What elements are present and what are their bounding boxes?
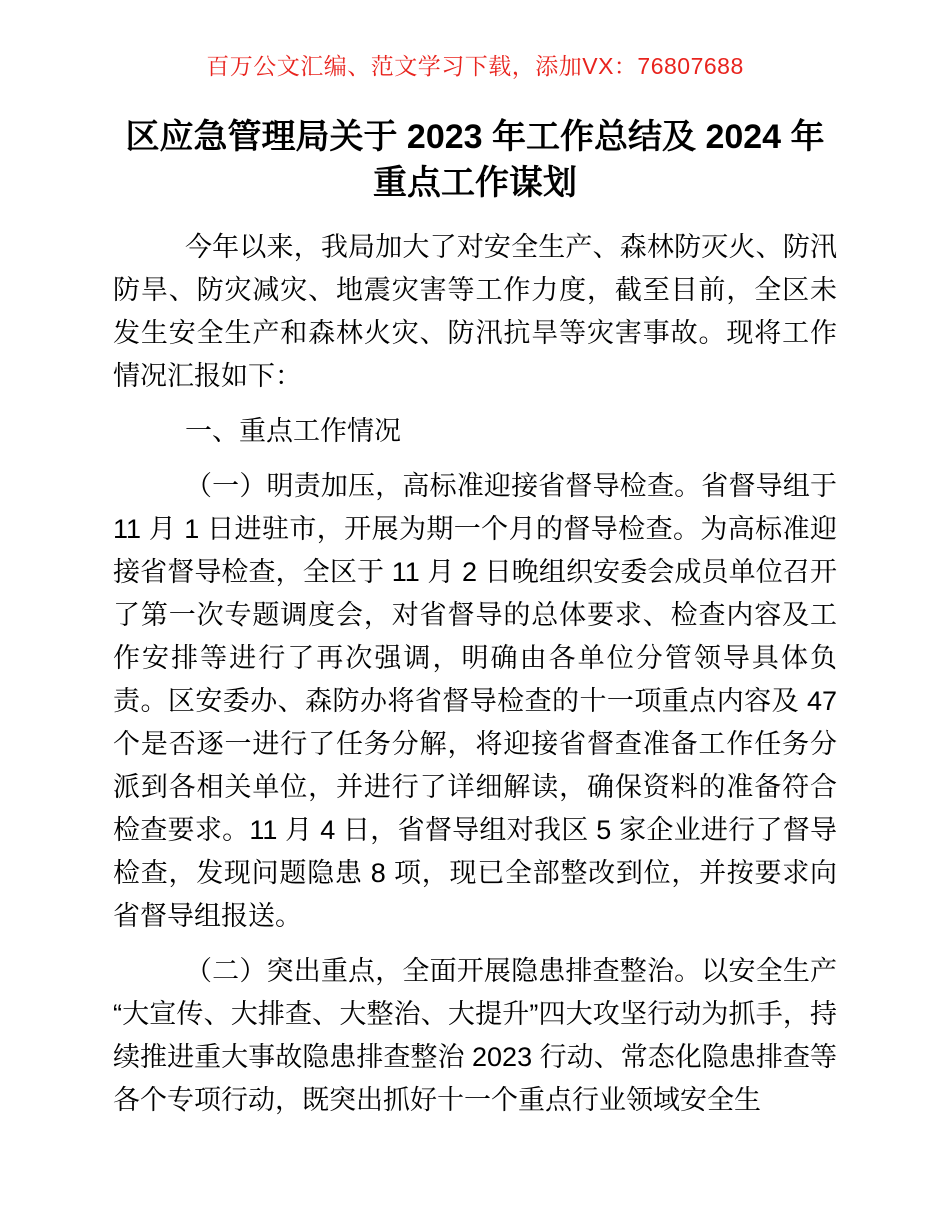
document-body — [113, 226, 837, 1122]
paragraph-section-2: （二）突出重点，全面开展隐患排查整治。以安全生产“大宣传、大排查、大整治、大提升”四大攻坚行动为抓手，持续推进重大事故隐患排查整治 2023 行动、常态化隐患排查等各个专项行动，既突出抓好十一个重点行业领域安全生 — [113, 956, 837, 1115]
document-title — [105, 114, 845, 206]
section-heading-1: 一、重点工作情况 — [185, 416, 401, 446]
promo-banner: 百万公文汇编、范文学习下载，添加VX：76807688 — [206, 53, 744, 79]
document-title-line-2: 重点工作谋划 — [373, 164, 577, 202]
paragraph-section-1: （一）明责加压，高标准迎接省督导检查。省督导组于 11 月 1 日进驻市，开展为期一个月的督导检查。为高标准迎接省督导检查，全区于 11 月 2 日晚组织安委会成员单位召开了第一次专题调度会，对省督导的总体要求、检查内容及工作安排等进行了再次强调，明确由各单位分管领导具体负责。区安委办、森防办将省督导检查的十一项重点内容及 47 个是否逐一进行了任务分解，将迎接省督查准备工作任务分派到各相关单位，并进行了详细解读，确保资料的准备符合检查要求。11 月 4 日，省督导组对我区 5 家企业进行了督导检查，发现问题隐患 8 项，现已全部整改到位，并按要求向省督导组报送。 — [113, 471, 837, 931]
document-title-line-1: 区应急管理局关于 2023 年工作总结及 2024 年 — [125, 118, 825, 156]
paragraph-intro: 今年以来，我局加大了对安全生产、森林防灭火、防汛防旱、防灾减灾、地震灾害等工作力度，截至目前，全区未发生安全生产和森林火灾、防汛抗旱等灾害事故。现将工作情况汇报如下： — [113, 232, 837, 391]
